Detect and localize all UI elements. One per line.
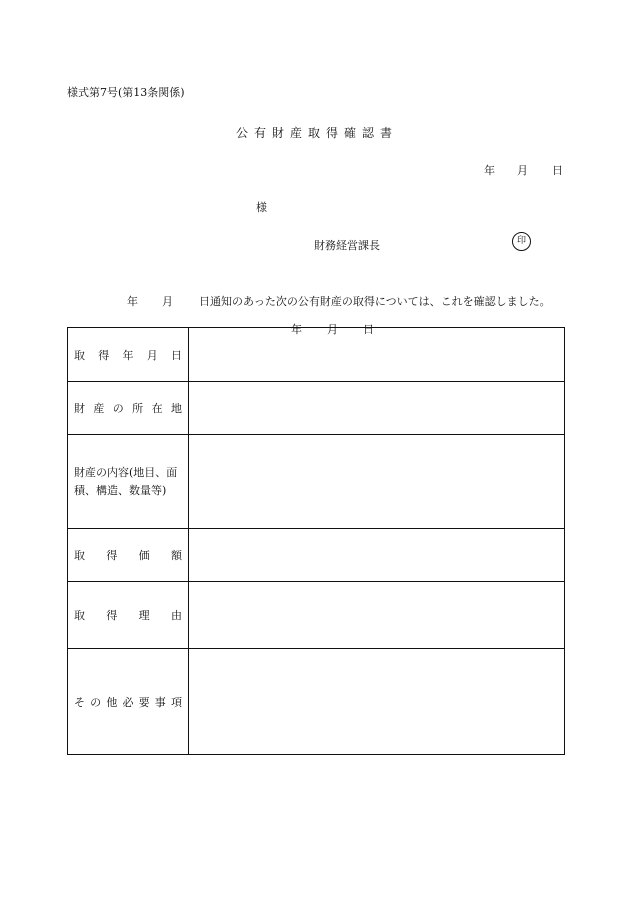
row-label — [74, 607, 182, 623]
label-char: 由 — [170, 609, 182, 622]
label-char: 得 — [106, 549, 118, 562]
label-char: そ — [74, 695, 85, 709]
notice-month: 月 — [162, 295, 173, 308]
table-row — [68, 328, 565, 382]
table-row — [68, 649, 565, 755]
label-char: 所 — [132, 402, 144, 415]
label-char: 財 — [74, 402, 85, 415]
label-char: の — [112, 402, 124, 415]
date-month: 月 — [517, 164, 528, 177]
price-cell — [189, 529, 565, 582]
document-title: 公有財産取得確認書 — [235, 126, 398, 140]
acquisition-month: 月 — [327, 323, 338, 336]
label-cell — [68, 328, 189, 382]
label-char: 要 — [138, 695, 150, 709]
table-row — [68, 382, 565, 435]
label-char: 取 — [74, 609, 85, 622]
label-char: 額 — [170, 549, 182, 562]
label-char: 他 — [106, 695, 118, 709]
notice-year: 年 — [127, 295, 138, 308]
issuer-title: 財務経営課長 — [314, 239, 380, 252]
other-matters-cell — [189, 649, 565, 755]
row-label-line2: 積、構造、数量等) — [74, 483, 167, 497]
label-char: の — [90, 695, 102, 709]
acquisition-date-cell — [189, 323, 565, 382]
addressee-suffix: 様 — [256, 201, 267, 214]
acquisition-year: 年 — [291, 323, 302, 336]
label-char: 取 — [74, 348, 85, 362]
date-day: 日 — [552, 164, 563, 177]
row-label — [74, 694, 182, 710]
row-label — [74, 400, 182, 416]
property-content-cell — [189, 435, 565, 529]
label-cell — [68, 435, 189, 529]
label-cell — [68, 649, 189, 755]
label-char: 取 — [74, 549, 85, 562]
row-label-line1: 財産の内容(地目、面 — [74, 465, 178, 479]
row-label — [74, 347, 182, 363]
reason-cell — [189, 582, 565, 649]
label-char: 理 — [138, 609, 150, 622]
label-char: 得 — [106, 609, 118, 622]
acquisition-day: 日 — [363, 323, 374, 336]
notice-text: 日通知のあった次の公有財産の取得については、これを確認しました。 — [199, 295, 551, 308]
label-char: 必 — [122, 695, 134, 709]
row-label — [74, 547, 182, 563]
acquisition-table — [67, 323, 565, 755]
label-cell — [68, 382, 189, 435]
label-char: 得 — [98, 348, 110, 362]
label-cell — [68, 582, 189, 649]
label-char: 価 — [138, 549, 150, 562]
label-char: 項 — [170, 695, 182, 709]
date-year: 年 — [484, 164, 495, 177]
label-char: 地 — [170, 402, 182, 415]
form-number: 様式第7号(第13条関係) — [67, 86, 185, 99]
table-row — [68, 582, 565, 649]
label-char: 日 — [171, 348, 182, 362]
table-row — [68, 529, 565, 582]
label-char: 産 — [93, 402, 105, 415]
location-cell — [189, 382, 565, 435]
label-char: 年 — [122, 348, 134, 362]
table-row — [68, 435, 565, 529]
label-cell — [68, 529, 189, 582]
seal-mark: 印 — [512, 232, 531, 251]
label-char: 月 — [146, 348, 158, 362]
label-char: 事 — [154, 695, 166, 709]
label-char: 在 — [151, 402, 163, 415]
